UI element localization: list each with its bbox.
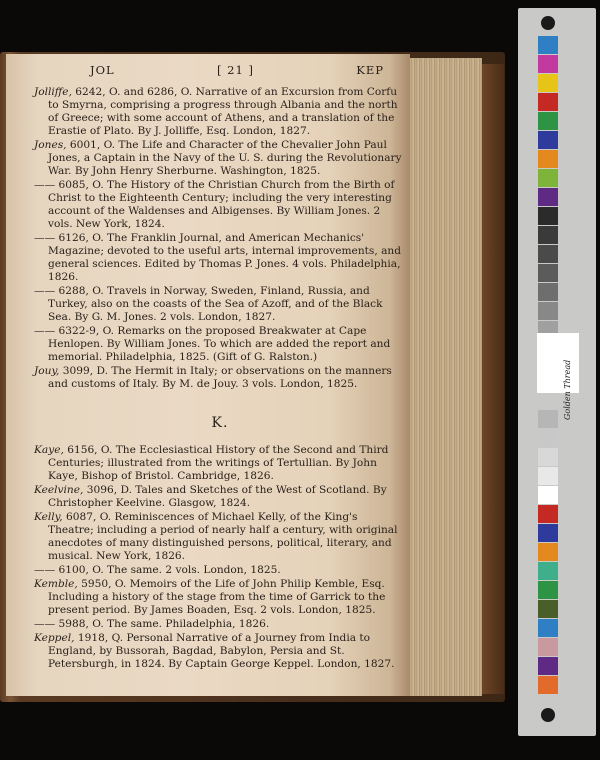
header-right: KEP (356, 63, 384, 77)
color-swatch (538, 429, 558, 447)
entry-text: 6242, O. and 6286, O. Narrative of an Excursion from Corfu to Smyrna, comprising a progress through Albania and the north of Greece; with some account of Athens, and a translation of the Erastie of Plato. By J. Jolliffe, Esq. London, 1827. (48, 86, 398, 137)
book-spine (482, 64, 504, 694)
entry-name: Keelvine, (34, 484, 84, 496)
entry-text: 6126, O. The Franklin Journal, and American Mechanics' Magazine; devoted to the useful arts, internal improvements, and general sciences. Edited by Thomas P. Jones. 4 vols. Philadelphia, 1826. (48, 232, 401, 283)
entry-text: 6087, O. Reminiscences of Michael Kelly, of the King's Theatre; including a period of nearly half a century, with original anecdotes of many distinguished persons, political, literary, and musical. New York, 1826. (48, 511, 398, 562)
entry-name: —— (34, 285, 56, 297)
card-hole-bottom (541, 708, 555, 722)
color-swatch (538, 448, 558, 466)
color-swatch (538, 150, 558, 168)
entry-text: 3099, D. The Hermit in Italy; or observations on the manners and customs of Italy. By M. de Jouy. 3 vols. London, 1825. (48, 365, 392, 390)
entries-k (34, 444, 406, 671)
catalog-entry (34, 564, 406, 577)
color-swatch (538, 486, 558, 504)
color-swatch (538, 638, 558, 656)
color-swatch (538, 657, 558, 675)
running-header (90, 64, 384, 77)
entry-text: 5988, O. The same. Philadelphia, 1826. (55, 618, 270, 630)
color-swatch (538, 562, 558, 580)
color-swatch (538, 169, 558, 187)
color-swatch (538, 543, 558, 561)
entry-text: 6288, O. Travels in Norway, Sweden, Finland, Russia, and Turkey, also on the coasts of the Sea of Azoff, and of the Black Sea. By G. M. Jones. 2 vols. London, 1827. (48, 285, 383, 323)
entry-text: 5950, O. Memoirs of the Life of John Philip Kemble, Esq. Including a history of the stage from the time of Garrick to the present period. By James Boaden, Esq. 2 vols. London, 1825. (48, 578, 386, 616)
entry-name: Kemble, (34, 578, 78, 590)
entry-name: Jouy, (34, 365, 60, 377)
entry-name: —— (34, 325, 56, 337)
color-swatch (538, 524, 558, 542)
catalog-entry (34, 618, 406, 631)
color-swatch (538, 55, 558, 73)
catalog-entry (34, 179, 406, 231)
card-logo (537, 333, 579, 393)
color-swatch (538, 410, 558, 428)
color-swatch (538, 93, 558, 111)
entry-text: 3096, D. Tales and Sketches of the West of Scotland. By Christopher Keelvine. Glasgow, 1824. (48, 484, 387, 509)
entry-name: Kelly, (34, 511, 63, 523)
card-brand-text: Golden Thread (563, 359, 572, 420)
color-swatch (538, 36, 558, 54)
catalog-entry (34, 285, 406, 324)
color-swatch (538, 207, 558, 225)
entry-text: 6001, O. The Life and Character of the Chevalier John Paul Jones, a Captain in the Navy of the U. S. during the Revolutionary War. By John Henry Sherburne. Washington, 1825. (48, 139, 402, 177)
entry-name: Jolliffe, (34, 86, 72, 98)
catalog-entry (34, 444, 406, 483)
catalog-entry (34, 511, 406, 563)
entry-text: 6100, O. The same. 2 vols. London, 1825. (55, 564, 281, 576)
color-swatch (538, 112, 558, 130)
catalog-entry (34, 632, 406, 671)
catalog-entry (34, 86, 406, 138)
entry-name: Kaye, (34, 444, 64, 456)
catalog-entry (34, 484, 406, 510)
entry-name: —— (34, 564, 56, 576)
color-swatch (538, 226, 558, 244)
section-letter: K. (211, 415, 229, 431)
catalog-entry (34, 365, 406, 391)
color-swatch (538, 581, 558, 599)
color-swatch (538, 600, 558, 618)
color-swatch (538, 283, 558, 301)
color-swatch (538, 467, 558, 485)
entry-text: 6322-9, O. Remarks on the proposed Breakwater at Cape Henlopen. By William Jones. To which are added the report and memorial. Philadelphia, 1825. (Gift of G. Ralston.) (48, 325, 391, 363)
color-swatch (538, 188, 558, 206)
entry-name: Jones, (34, 139, 67, 151)
catalog-entry (34, 139, 406, 178)
card-hole-top (541, 16, 555, 30)
header-left: JOL (90, 63, 115, 77)
color-swatch (538, 131, 558, 149)
entry-name: —— (34, 232, 56, 244)
book-page (6, 54, 410, 696)
color-swatch (538, 245, 558, 263)
catalog-entry (34, 232, 406, 284)
color-swatch (538, 264, 558, 282)
color-swatch (538, 676, 558, 694)
page-number: [ 21 ] (217, 63, 254, 77)
page-content (34, 64, 406, 672)
entries-j (34, 86, 406, 391)
page-edges (410, 58, 482, 696)
color-swatch (538, 302, 558, 320)
color-swatch (538, 505, 558, 523)
entry-text: 6085, O. The History of the Christian Church from the Birth of Christ to the Eighteenth Century; including the very interesting account of the Waldenses and Albigenses. By William Jones. 2 vols. New York, 1824. (48, 179, 395, 230)
entry-name: —— (34, 618, 56, 630)
catalog-entry (34, 578, 406, 617)
color-swatch (538, 74, 558, 92)
entry-text: 6156, O. The Ecclesiastical History of the Second and Third Centuries; illustrated from the writings of Tertullian. By John Kaye, Bishop of Bristol. Cambridge, 1826. (48, 444, 389, 482)
entry-name: —— (34, 179, 56, 191)
entry-text: 1918, Q. Personal Narrative of a Journey from India to England, by Bussorah, Bagdad, Babylon, Persia and St. Petersburgh, in 1824. By Captain George Keppel. London, 1827. (48, 632, 395, 670)
color-swatch (538, 619, 558, 637)
catalog-entry (34, 325, 406, 364)
entry-name: Keppel, (34, 632, 75, 644)
